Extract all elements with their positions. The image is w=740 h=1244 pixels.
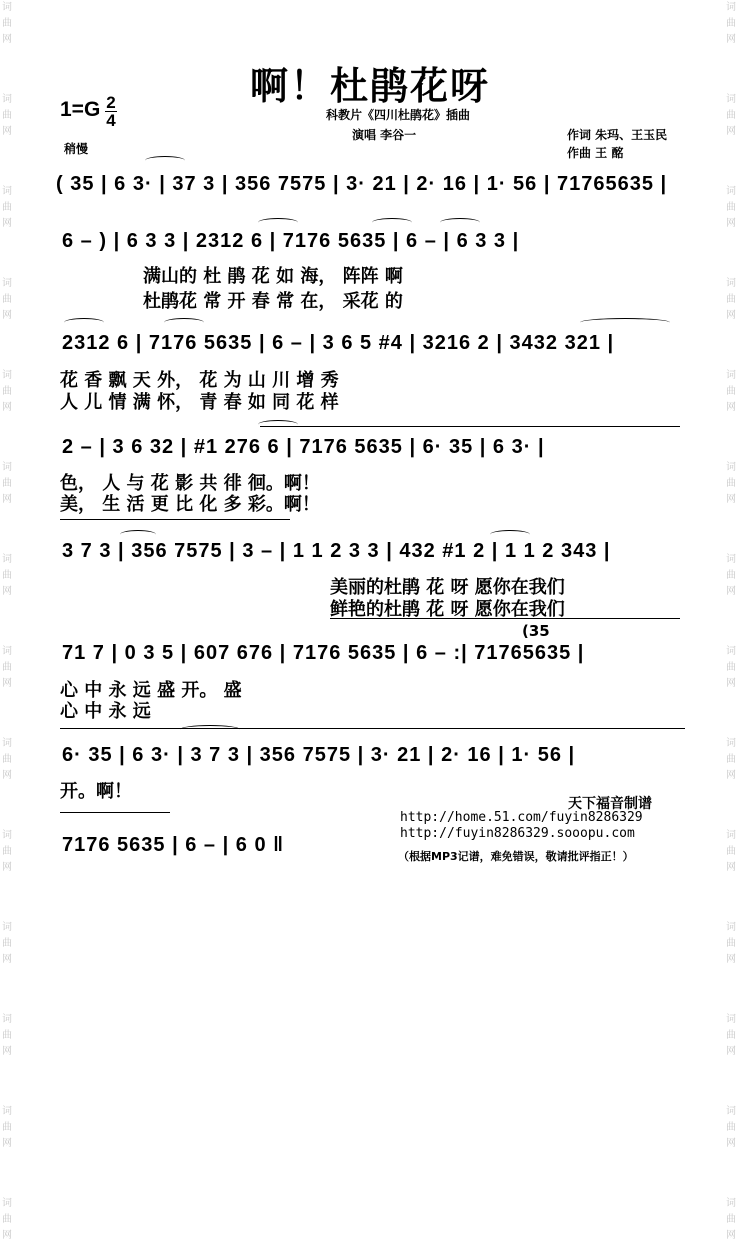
song-title: 啊！杜鹃花呀 [249,64,490,108]
notation-line-8: 7176 5635 | 6 – | 6 0 ‖ [62,834,285,856]
footer-url-2: http://fuyin8286329.sooopu.com [400,826,635,841]
tempo-marking: 稍慢 [64,142,89,156]
footer-url-1: http://home.51.com/fuyin8286329 [400,810,643,825]
repeat-marker: (35 [522,622,550,640]
notation-line-1: ( 35 | 6 3· | 37 3 | 356 7575 | 3· 21 | 2· 16 | 1· 56 | 71765635 | [56,173,668,195]
lyric-line-3b: 人 儿 情 满 怀， 青 春 如 同 花 样 [60,392,339,413]
lyric-line-6b: 心 中 永 远 [60,701,151,722]
notation-line-4: 2 – | 3 6 32 | #1 276 6 | 7176 5635 | 6· 35 | 6 3· | [62,436,545,458]
subtitle: 科教片《四川杜鹃花》插曲 [326,108,471,122]
meter-top: 2 [106,93,116,112]
lyric-line-5b: 鲜艳的杜鹃 花 呀 愿你在我们 [330,599,565,620]
lyric-line-4a: 色， 人 与 花 影 共 徘 徊。啊！ [60,473,320,494]
lyric-line-6a: 心 中 永 远 盛 开。 盛 [60,680,242,701]
lyricist-credit: 作词 朱玛、王玉民 [567,128,668,142]
meter-bottom: 4 [106,111,116,130]
notation-line-5: 3 7 3 | 356 7575 | 3 – | 1 1 2 3 3 | 432 #1 2 | 1 1 2 343 | [62,540,611,562]
notation-line-6: 71 7 | 0 3 5 | 607 676 | 7176 5635 | 6 – :| 71765635 | [62,642,585,664]
notation-line-2: 6 – ) | 6 3 3 | 2312 6 | 7176 5635 | 6 – | 6 3 3 | [62,230,520,252]
notation-line-3: 2312 6 | 7176 5635 | 6 – | 3 6 5 #4 | 3216 2 | 3432 321 | [62,332,615,354]
notation-line-7: 6· 35 | 6 3· | 3 7 3 | 356 7575 | 3· 21 | 2· 16 | 1· 56 | [62,744,576,766]
lyric-line-7a: 开。啊！ [60,781,132,802]
lyric-line-4b: 美， 生 活 更 比 化 多 彩。啊！ [60,494,320,515]
time-signature [105,94,117,129]
watermark-strip-left: 词曲网 词曲网 词曲网 词曲网 词曲网 词曲网 词曲网 词曲网 词曲网 词曲网 词曲网 词曲网 词曲网 词曲网 [2,2,12,1241]
singer-credit: 演唱 李谷一 [352,128,417,142]
key-signature: 1=G [60,98,101,121]
watermark-strip-right: 词曲网 词曲网 词曲网 词曲网 词曲网 词曲网 词曲网 词曲网 词曲网 词曲网 词曲网 词曲网 词曲网 词曲网 [726,2,736,1241]
transcription-note: （根据MP3记谱，难免错误，敬请批评指正！） [398,850,634,863]
lyric-line-5a: 美丽的杜鹃 花 呀 愿你在我们 [330,577,565,598]
lyric-line-2b: 杜鹃花 常 开 春 常 在， 采花 的 [143,291,403,312]
lyric-line-2a: 满山的 杜 鹃 花 如 海， 阵阵 啊 [143,266,403,287]
studio-signature: 天下福音制谱 [568,796,652,812]
composer-credit: 作曲 王 酩 [567,146,624,160]
lyric-line-3a: 花 香 飘 天 外， 花 为 山 川 增 秀 [60,370,339,391]
